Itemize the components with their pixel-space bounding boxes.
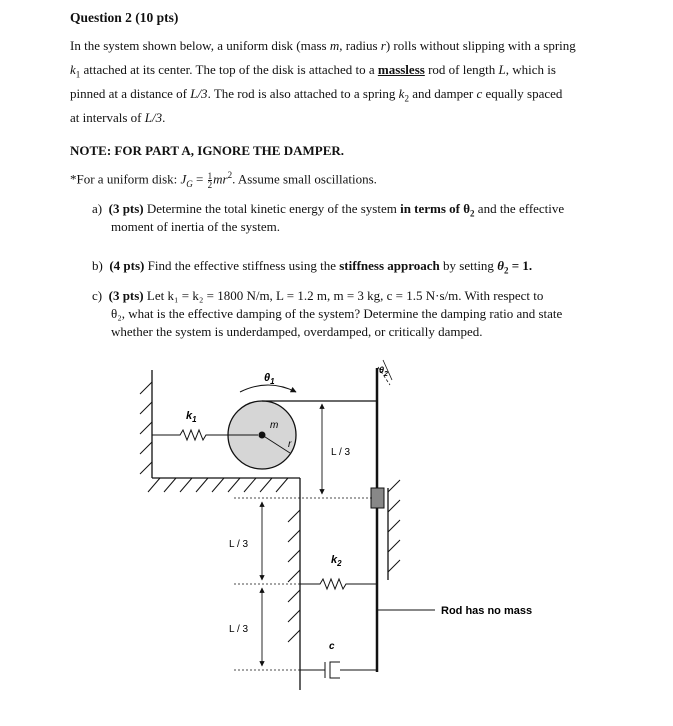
text: = — [192, 171, 207, 187]
symbol-m: m — [329, 38, 340, 53]
note-heading: NOTE: FOR PART A, IGNORE THE DAMPER. — [70, 143, 345, 158]
symbol-theta: θ — [497, 258, 504, 273]
symbol-c: c — [476, 86, 483, 101]
text: . — [162, 110, 166, 125]
part-a-label: a) — [92, 201, 103, 216]
text: , which is — [505, 62, 556, 77]
spring-k2 — [300, 579, 377, 589]
disk-mass-label: m — [270, 420, 279, 431]
damper — [300, 662, 377, 678]
text: and damper — [408, 86, 477, 101]
subscript: 2 — [470, 208, 475, 219]
text: ) rolls without slipping with a spring — [385, 38, 576, 53]
disk-radius-label: r — [288, 439, 292, 450]
text: and the effective — [474, 201, 565, 216]
part-a-points: (3 pts) — [108, 201, 144, 216]
text: equally spaced — [482, 86, 563, 101]
part-c-points: (3 pts) — [108, 288, 144, 303]
text: . The rod is also attached to a spring — [207, 86, 399, 101]
massless-emphasis: massless — [377, 62, 425, 77]
text: pinned at a distance of — [70, 86, 191, 101]
theta1-arc — [240, 385, 296, 392]
part-b-label: b) — [92, 258, 103, 273]
symbol-k1: k — [70, 62, 76, 77]
right-wall-hatch — [388, 480, 400, 572]
text: rod of length — [424, 62, 499, 77]
text-bold: in terms of θ — [400, 201, 471, 216]
ground-hatch — [148, 478, 288, 492]
left-wall-hatch — [140, 382, 152, 474]
text: , radius — [339, 38, 381, 53]
theta1-label: $\theta_1$ — [264, 372, 275, 386]
text-bold: stiffness approach — [339, 258, 440, 273]
symbol-L3: L/3 — [190, 86, 208, 101]
subscript: 2 — [503, 265, 509, 276]
symbol-r: r — [380, 38, 386, 53]
fraction-den: 2 — [207, 179, 213, 190]
text: In the system shown below, a uniform disk (mass — [70, 38, 330, 53]
symbol-J: J — [180, 171, 187, 187]
part-a-line-2: moment of inertia of the system. — [111, 219, 280, 234]
part-c-line-2: θ₂, what is the effective damping of the system? Determine the damping ratio and state — [111, 306, 563, 321]
text: at intervals of — [70, 110, 145, 125]
text: by setting — [439, 258, 498, 273]
k1-label: $k_1$ — [186, 410, 197, 424]
k2-label: $k_2$ — [331, 554, 342, 568]
pin-block — [371, 488, 384, 508]
theta2-label: $\theta_2$ — [379, 365, 388, 378]
symbol-k2: k — [398, 86, 405, 101]
part-c-label: c) — [92, 288, 103, 303]
part-c-line-3: whether the system is underdamped, overdamped, or critically damped. — [111, 324, 483, 339]
text: Find the effective stiffness using the — [144, 258, 340, 273]
text: . Assume small oscillations. — [232, 171, 377, 187]
text: Determine the total kinetic energy of the system — [143, 201, 401, 216]
dim-left-label-top: L / 3 — [229, 539, 249, 550]
text: *For a uniform disk: — [70, 171, 181, 187]
damper-label: c — [329, 641, 335, 652]
symbol-L3: L/3 — [144, 110, 163, 125]
symbol-L: L — [498, 62, 506, 77]
symbol-mr: mr — [213, 171, 228, 187]
dim-right-label: L / 3 — [331, 447, 351, 458]
text: Let k₁ = k₂ = 1800 N/m, L = 1.2 m, m = 3 kg, c = 1.5 N·s/m. With respect to — [143, 288, 544, 303]
subscript: G — [186, 178, 193, 189]
superscript: 2 — [227, 170, 233, 180]
subscript: 1 — [75, 69, 81, 80]
step-hatch — [288, 510, 300, 642]
dim-left-label-bottom: L / 3 — [229, 624, 249, 635]
part-b-points: (4 pts) — [109, 258, 145, 273]
rod-note: Rod has no mass — [441, 605, 533, 617]
fraction-num: 1 — [207, 170, 213, 181]
text: attached at its center. The top of the disk is attached to a — [80, 62, 378, 77]
question-title: Question 2 (10 pts) — [70, 10, 179, 25]
subscript: 2 — [404, 93, 409, 104]
text-bold: = 1. — [508, 258, 533, 273]
